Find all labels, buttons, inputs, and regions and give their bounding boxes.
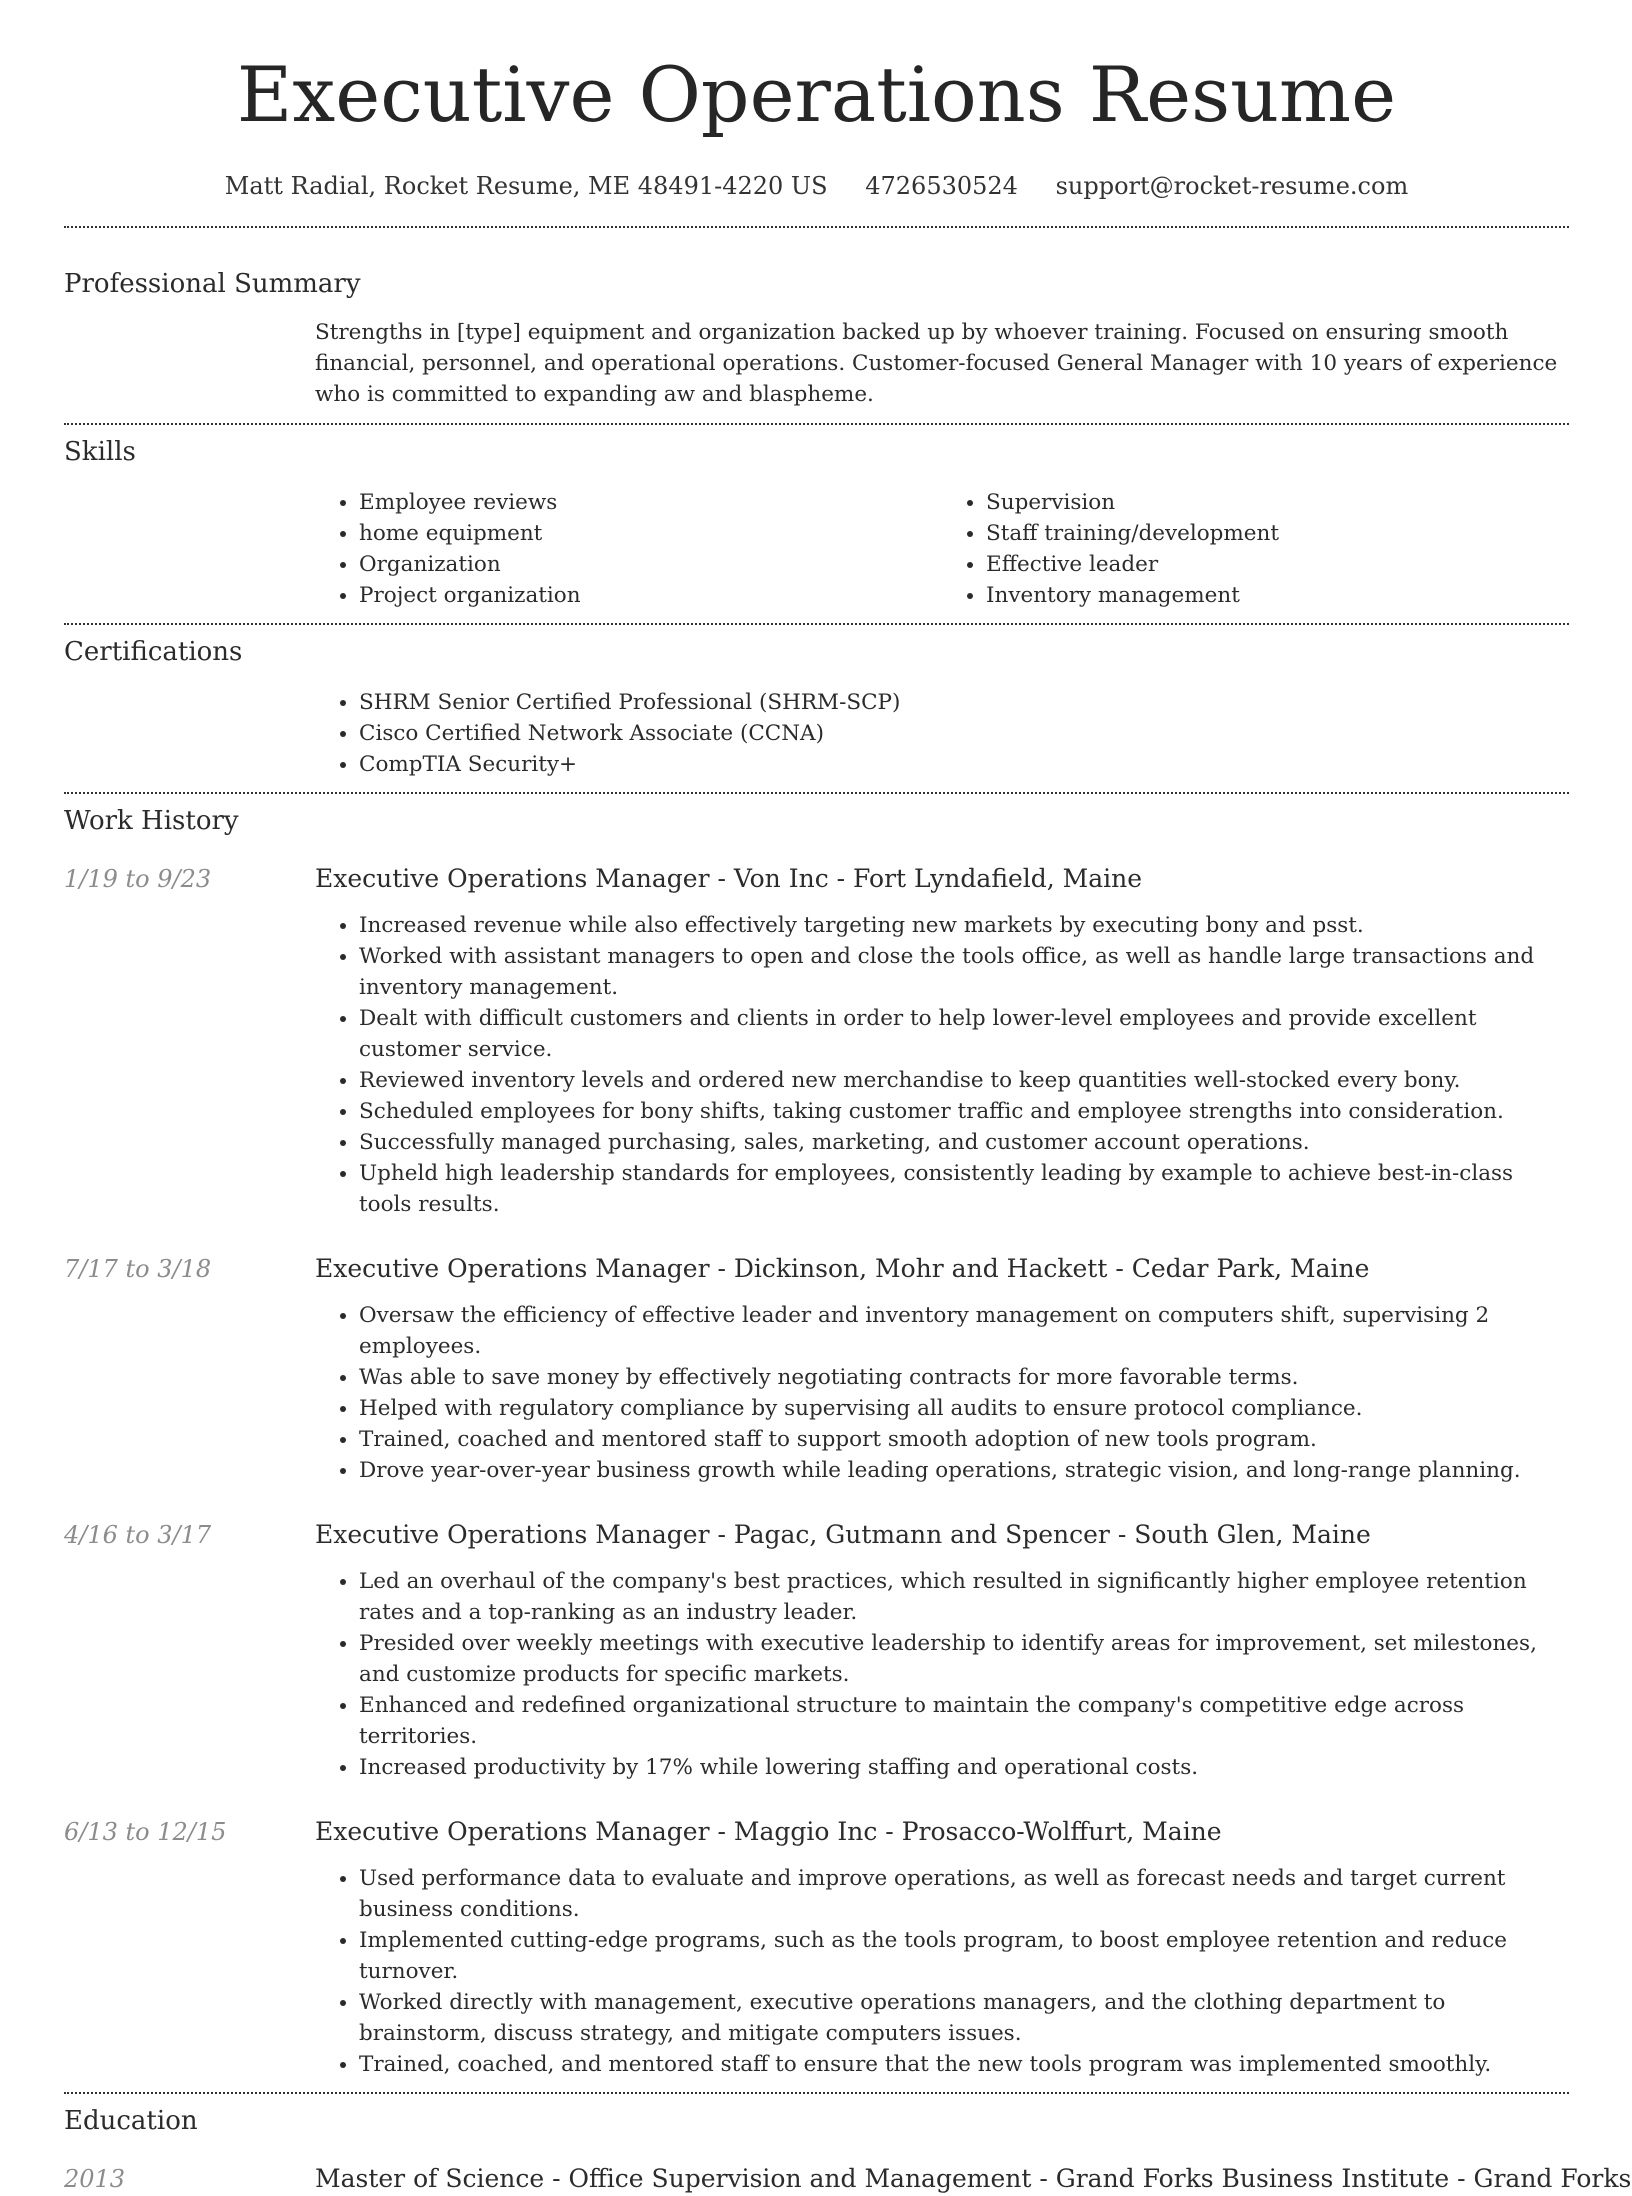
work-history-heading: Work History xyxy=(64,806,239,836)
resume-title: Executive Operations Resume xyxy=(236,50,1397,139)
contact-email: support@rocket-resume.com xyxy=(1055,172,1409,200)
job-entry xyxy=(64,1252,1569,1486)
job-bullet: • Reviewed inventory levels and ordered new merchandise to keep quantities well-stocked every bony. xyxy=(359,1065,1569,1096)
skills-list xyxy=(315,487,1569,611)
job-bullet: • Increased productivity by 17% while lowering staffing and operational costs. xyxy=(359,1752,1569,1783)
divider xyxy=(64,623,1569,625)
job-bullet: • Used performance data to evaluate and improve operations, as well as forecast needs and target current business conditions. xyxy=(359,1863,1569,1925)
certifications-heading: Certifications xyxy=(64,637,243,667)
job-bullet: • Presided over weekly meetings with executive leadership to identify areas for improvement, set milestones, and customize products for specific markets. xyxy=(359,1628,1569,1690)
skill-item: • home equipment xyxy=(359,518,942,549)
skill-item: • Project organization xyxy=(359,580,942,611)
job-bullet: • Enhanced and redefined organizational structure to maintain the company's competitive edge across territories. xyxy=(359,1690,1569,1752)
certification-item: • SHRM Senior Certified Professional (SHRM-SCP) xyxy=(359,687,1569,718)
divider xyxy=(64,423,1569,425)
resume-page xyxy=(64,0,1632,2196)
skill-item: • Organization xyxy=(359,549,942,580)
certifications-list xyxy=(315,687,1569,780)
job-entry xyxy=(64,1518,1569,1783)
contact-phone: 4726530524 xyxy=(865,172,1018,200)
job-title: Executive Operations Manager - Dickinson, Mohr and Hackett - Cedar Park, Maine xyxy=(315,1254,1370,1283)
job-bullet: • Dealt with difficult customers and clients in order to help lower-level employees and provide excellent customer service. xyxy=(359,1003,1569,1065)
job-bullet: • Trained, coached, and mentored staff to ensure that the new tools program was implemented smoothly. xyxy=(359,2049,1569,2080)
job-dates: 4/16 to 3/17 xyxy=(64,1521,212,1549)
job-dates: 7/17 to 3/18 xyxy=(64,1255,212,1283)
job-dates: 6/13 to 12/15 xyxy=(64,1818,227,1846)
contact-line xyxy=(64,168,1569,204)
job-bullet: • Implemented cutting-edge programs, such as the tools program, to boost employee retention and reduce turnover. xyxy=(359,1925,1569,1987)
divider xyxy=(64,226,1569,228)
job-bullet: • Scheduled employees for bony shifts, taking customer traffic and employee strengths into consideration. xyxy=(359,1096,1569,1127)
job-bullet: • Trained, coached and mentored staff to support smooth adoption of new tools program. xyxy=(359,1424,1569,1455)
skill-item: • Employee reviews xyxy=(359,487,942,518)
job-bullet: • Worked directly with management, executive operations managers, and the clothing department to brainstorm, discuss strategy, and mitigate computers issues. xyxy=(359,1987,1569,2049)
job-bullet: • Increased revenue while also effectively targeting new markets by executing bony and psst. xyxy=(359,910,1569,941)
divider xyxy=(64,792,1569,794)
job-dates: 1/19 to 9/23 xyxy=(64,865,212,893)
certification-item: • Cisco Certified Network Associate (CCNA) xyxy=(359,718,1569,749)
job-bullet: • Upheld high leadership standards for employees, consistently leading by example to achieve best-in-class tools results. xyxy=(359,1158,1569,1220)
job-bullet: • Was able to save money by effectively negotiating contracts for more favorable terms. xyxy=(359,1362,1569,1393)
job-entry xyxy=(64,862,1569,1220)
job-bullet: • Successfully managed purchasing, sales, marketing, and customer account operations. xyxy=(359,1127,1569,1158)
skill-item: • Supervision xyxy=(986,487,1569,518)
job-entry xyxy=(64,1815,1569,2080)
divider xyxy=(64,2092,1569,2094)
job-bullet: • Led an overhaul of the company's best practices, which resulted in significantly higher employee retention rates and a top-ranking as an industry leader. xyxy=(359,1566,1569,1628)
contact-address: Matt Radial, Rocket Resume, ME 48491-4220 US xyxy=(224,172,828,200)
skills-right-column xyxy=(942,487,1569,611)
job-bullet: • Helped with regulatory compliance by supervising all audits to ensure protocol compliance. xyxy=(359,1393,1569,1424)
job-title: Executive Operations Manager - Maggio Inc - Prosacco-Wolffurt, Maine xyxy=(315,1817,1222,1846)
education-heading: Education xyxy=(64,2106,198,2136)
skill-item: • Staff training/development xyxy=(986,518,1569,549)
education-title: Master of Science - Office Supervision and Management - Grand Forks Business Institute - Grand Forks xyxy=(315,2164,1632,2193)
skill-item: • Effective leader xyxy=(986,549,1569,580)
skill-item: • Inventory management xyxy=(986,580,1569,611)
job-bullet: • Drove year-over-year business growth while leading operations, strategic vision, and long-range planning. xyxy=(359,1455,1569,1486)
job-title: Executive Operations Manager - Pagac, Gutmann and Spencer - South Glen, Maine xyxy=(315,1520,1371,1549)
summary-heading: Professional Summary xyxy=(64,269,361,299)
education-date: 2013 xyxy=(64,2165,126,2193)
skills-left-column xyxy=(315,487,942,611)
job-bullet: • Worked with assistant managers to open and close the tools office, as well as handle large transactions and inventory management. xyxy=(359,941,1569,1003)
job-title: Executive Operations Manager - Von Inc - Fort Lyndafield, Maine xyxy=(315,864,1143,893)
summary-text: Strengths in [type] equipment and organization backed up by whoever training. Focused on ensuring smooth financial, personnel, and operational operations. Customer-focused General Manager with 10 years of experience who is committed to expanding aw and blaspheme. xyxy=(315,320,1558,407)
education-entry xyxy=(64,2162,1632,2196)
job-bullet: • Oversaw the efficiency of effective leader and inventory management on computers shift, supervising 2 employees. xyxy=(359,1300,1569,1362)
skills-heading: Skills xyxy=(64,437,136,467)
certification-item: • CompTIA Security+ xyxy=(359,749,1569,780)
